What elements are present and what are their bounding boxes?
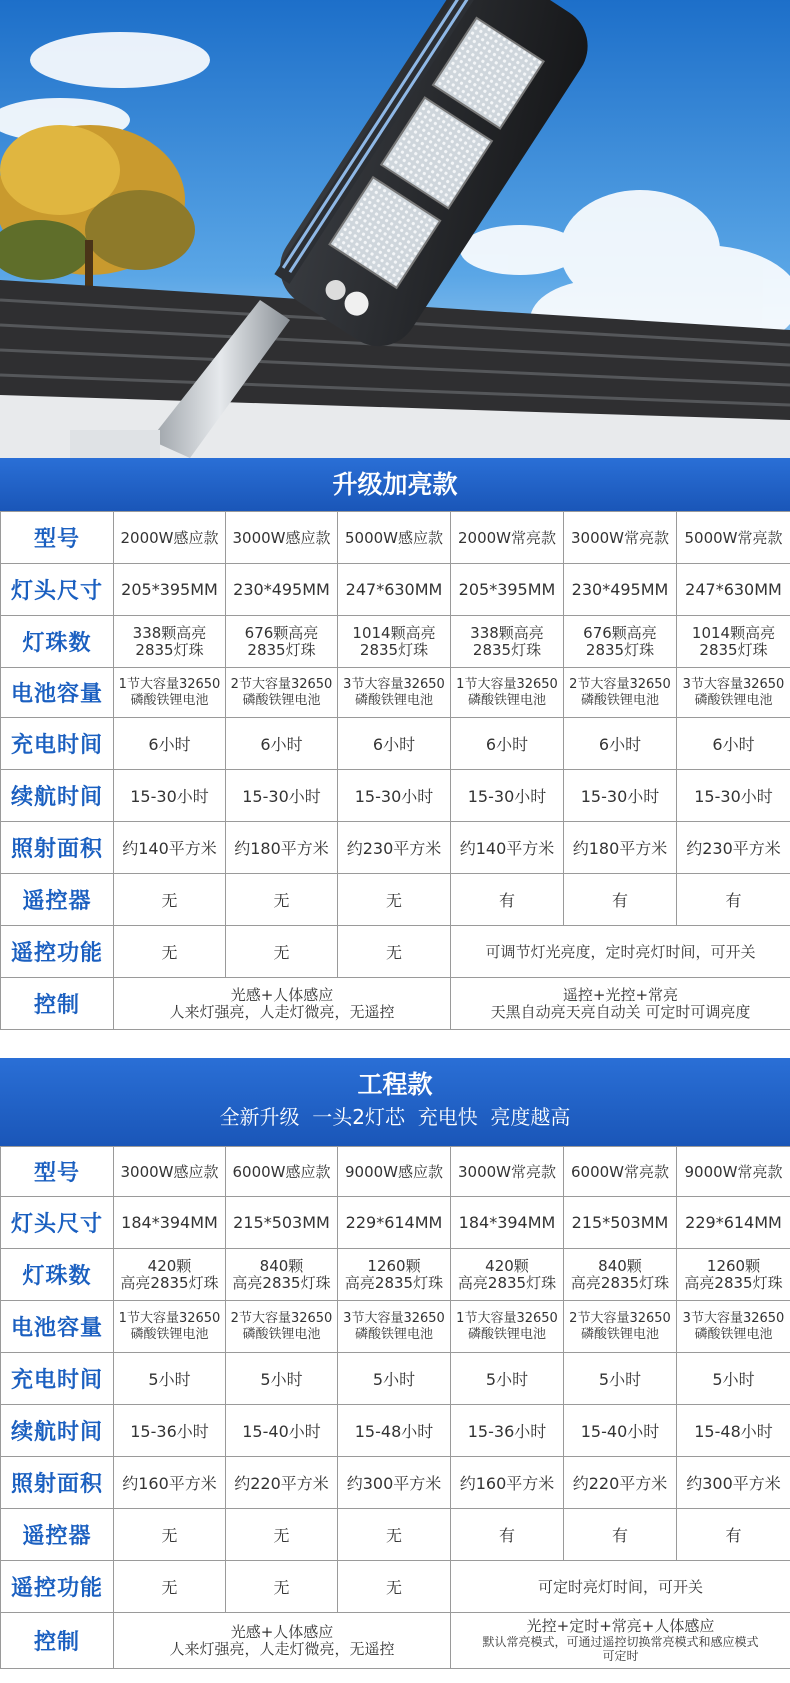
table-cell: 184*394MM [458,1213,556,1232]
table-cell: 230*495MM [571,580,669,599]
table-cell-line: 420颗 [147,1256,192,1275]
table-cell-line: 磷酸铁锂电池 [242,1326,321,1342]
table-cell-line: 840颗 [598,1256,642,1275]
table-cell-line: 3节大容量32650 [343,1310,445,1326]
table-cell-line: 磷酸铁锂电池 [467,692,546,708]
table-cell-line: 天黑自动亮天亮自动关 可定时可调亮度 [490,1002,751,1021]
section2-banner [0,1058,790,1146]
table-cell: 15-48小时 [694,1422,773,1441]
table-cell: 无 [273,943,290,962]
table-cell: 5小时 [372,1370,416,1389]
table-cell: 15-30小时 [467,787,547,806]
table-cell: 约300平方米 [346,1474,442,1493]
table-cell: 5000W感应款 [344,529,443,547]
table-cell-line: 磷酸铁锂电池 [354,692,433,708]
table-cell: 6小时 [712,735,755,754]
table-cell-line: 高亮2835灯珠 [570,1273,670,1292]
table-cell: 15-30小时 [242,787,321,806]
row-label-charge: 充电时间 [1,1353,114,1405]
section1-spec-table [0,511,790,1030]
table-cell: 15-30小时 [354,787,434,806]
table-cell: 2000W感应款 [120,529,219,547]
table-cell: 15-40小时 [580,1422,660,1441]
table-cell: 无 [273,1578,290,1597]
row-label-endurance: 续航时间 [1,770,114,822]
table-cell-line: 2节大容量32650 [230,1310,333,1326]
table-cell: 6小时 [598,735,642,754]
table-cell-merged: 可定时亮灯时间，可开关 [537,1578,703,1596]
row-label-remote-func: 遥控功能 [1,1561,114,1613]
table-cell-merged: 可调节灯光亮度，定时亮灯时间，可开关 [485,943,756,961]
table-cell: 无 [161,891,178,910]
table-cell: 有 [498,891,515,910]
table-cell-line: 光控+定时+常亮+人体感应 [526,1617,715,1635]
table-cell: 15-30小时 [130,787,209,806]
table-cell-line: 高亮2835灯珠 [457,1273,557,1292]
table-cell: 约180平方米 [572,839,668,858]
section1-banner [0,458,790,511]
table-cell-line: 1260颗 [706,1256,761,1275]
table-row [1,564,790,616]
table-cell-line: 磷酸铁锂电池 [130,692,209,708]
table-cell-line: 1节大容量32650 [118,1310,221,1326]
table-row [1,718,790,770]
table-cell: 约160平方米 [459,1474,555,1493]
table-cell: 15-40小时 [242,1422,321,1441]
table-cell: 有 [611,1526,628,1545]
table-cell-line: 1260颗 [367,1256,421,1275]
table-cell: 247*630MM [345,580,443,599]
table-cell: 15-30小时 [580,787,660,806]
table-cell-line: 可定时 [602,1649,639,1663]
table-cell: 229*614MM [345,1213,443,1232]
table-cell-line: 338颗高亮 [132,623,207,642]
table-cell: 6000W常亮款 [570,1163,669,1181]
table-cell: 5小时 [598,1370,642,1389]
table-cell: 有 [611,891,628,910]
table-cell-line: 2835灯珠 [247,640,316,659]
table-cell: 无 [385,891,402,910]
table-cell: 无 [161,1578,178,1597]
table-cell: 3000W感应款 [120,1163,219,1181]
row-label-size: 灯头尺寸 [1,1197,114,1249]
row-label-area: 照射面积 [1,822,114,874]
table-cell-line: 人来灯强亮，人走灯微亮，无遥控 [169,1002,395,1021]
table-cell-line: 高亮2835灯珠 [232,1273,331,1292]
table-cell: 5000W常亮款 [684,529,783,547]
table-cell-line: 1014颗高亮 [691,623,776,642]
table-cell-line: 2节大容量32650 [569,1310,671,1326]
table-row [1,1457,790,1509]
row-label-area: 照射面积 [1,1457,114,1509]
table-cell-line: 1014颗高亮 [352,623,436,642]
table-cell-line: 840颗 [259,1256,304,1275]
table-row [1,1301,790,1353]
table-cell: 15-30小时 [694,787,773,806]
table-cell: 3000W常亮款 [457,1163,556,1181]
table-cell: 无 [385,943,402,962]
table-row [1,822,790,874]
table-cell-line: 磷酸铁锂电池 [694,692,773,708]
row-label-remote: 遥控器 [1,874,114,926]
table-cell-line: 磷酸铁锂电池 [354,1326,433,1342]
table-row [1,1249,790,1301]
row-label-beads: 灯珠数 [1,1249,114,1301]
table-cell: 约140平方米 [459,839,555,858]
table-cell-line: 2835灯珠 [699,640,768,659]
row-label-remote: 遥控器 [1,1509,114,1561]
row-label-model: 型号 [1,512,114,564]
table-cell: 有 [725,1526,742,1545]
table-cell: 3000W常亮款 [570,529,669,547]
table-cell-line: 2835灯珠 [359,640,429,659]
table-cell-line: 1节大容量32650 [456,676,558,692]
row-label-model: 型号 [1,1147,114,1197]
row-label-control: 控制 [1,1613,114,1669]
table-cell-line: 1节大容量32650 [118,676,221,692]
row-label-charge: 充电时间 [1,718,114,770]
row-label-battery: 电池容量 [1,668,114,718]
table-cell-line: 676颗高亮 [244,623,319,642]
table-cell: 205*395MM [121,580,218,599]
table-cell: 15-48小时 [354,1422,434,1441]
table-cell: 无 [385,1578,402,1597]
table-row [1,1353,790,1405]
table-cell-line: 人来灯强亮，人走灯微亮，无遥控 [169,1639,395,1658]
table-cell-line: 676颗高亮 [583,623,657,642]
table-cell: 3000W感应款 [232,529,331,547]
table-cell: 无 [273,891,290,910]
table-cell: 约160平方米 [122,1474,217,1493]
table-cell-line: 1节大容量32650 [456,1310,558,1326]
table-cell-line: 2835灯珠 [585,640,655,659]
table-cell: 247*630MM [685,580,782,599]
table-cell-line: 磷酸铁锂电池 [130,1326,209,1342]
table-row [1,1147,790,1197]
table-cell: 约230平方米 [686,839,781,858]
table-cell-line: 光感+人体感应 [230,1622,334,1641]
table-row [1,874,790,926]
table-row [1,770,790,822]
table-cell: 184*394MM [121,1213,218,1232]
table-cell-line: 光感+人体感应 [230,985,334,1004]
table-cell: 有 [498,1526,515,1545]
table-cell: 15-36小时 [467,1422,547,1441]
section2-spec-table [0,1146,790,1669]
table-cell: 6小时 [372,735,416,754]
table-cell: 9000W感应款 [344,1163,443,1181]
table-row [1,616,790,668]
table-cell-line: 420颗 [485,1256,529,1275]
table-row [1,668,790,718]
table-cell-line: 磷酸铁锂电池 [694,1326,773,1342]
table-cell-line: 磷酸铁锂电池 [580,692,659,708]
table-cell: 215*503MM [571,1213,669,1232]
table-cell: 205*395MM [458,580,556,599]
section2-title: 工程款 [357,1070,433,1099]
table-cell: 约230平方米 [346,839,442,858]
table-row [1,1509,790,1561]
table-cell-line: 338颗高亮 [470,623,544,642]
table-row [1,512,790,564]
product-hero-image [0,0,790,458]
table-cell-line: 磷酸铁锂电池 [242,692,321,708]
row-label-endurance: 续航时间 [1,1405,114,1457]
table-cell: 约220平方米 [572,1474,668,1493]
section1-title: 升级加亮款 [332,470,458,499]
table-cell: 约300平方米 [686,1474,781,1493]
section2-subtitle: 全新升级 一头2灯芯 充电快 亮度越高 [219,1105,571,1129]
row-label-battery: 电池容量 [1,1301,114,1353]
table-row [1,978,790,1030]
table-cell-line: 磷酸铁锂电池 [467,1326,546,1342]
table-cell: 5小时 [712,1370,755,1389]
table-cell-line: 2835灯珠 [472,640,542,659]
row-label-remote-func: 遥控功能 [1,926,114,978]
row-label-control: 控制 [1,978,114,1030]
table-cell: 6小时 [260,735,303,754]
table-cell: 6000W感应款 [232,1163,331,1181]
table-cell-line: 高亮2835灯珠 [120,1273,219,1292]
table-cell: 230*495MM [233,580,330,599]
table-cell-line: 3节大容量32650 [682,676,785,692]
table-cell-line: 3节大容量32650 [343,676,445,692]
table-cell: 5小时 [485,1370,529,1389]
table-cell-line: 高亮2835灯珠 [684,1273,783,1292]
table-cell: 215*503MM [233,1213,330,1232]
table-cell: 6小时 [485,735,529,754]
table-cell-line: 2节大容量32650 [230,676,333,692]
table-cell: 约180平方米 [234,839,329,858]
table-cell: 约140平方米 [122,839,217,858]
table-cell-line: 2节大容量32650 [569,676,671,692]
row-label-beads: 灯珠数 [1,616,114,668]
table-cell-line: 磷酸铁锂电池 [580,1326,659,1342]
table-cell: 6小时 [148,735,191,754]
table-cell: 无 [161,1526,178,1545]
table-row [1,1197,790,1249]
table-row [1,926,790,978]
table-cell: 2000W常亮款 [457,529,556,547]
table-row [1,1561,790,1613]
table-row [1,1613,790,1669]
table-cell: 有 [725,891,742,910]
table-cell: 15-36小时 [130,1422,209,1441]
table-cell: 5小时 [148,1370,191,1389]
table-cell-line: 高亮2835灯珠 [344,1273,444,1292]
table-cell: 无 [385,1526,402,1545]
row-label-size: 灯头尺寸 [1,564,114,616]
table-cell-line: 3节大容量32650 [682,1310,785,1326]
table-cell-line: 遥控+光控+常亮 [562,985,679,1004]
table-cell: 无 [161,943,178,962]
table-cell: 无 [273,1526,290,1545]
table-row [1,1405,790,1457]
table-cell-line: 2835灯珠 [135,640,204,659]
table-cell: 229*614MM [685,1213,782,1232]
table-cell: 5小时 [260,1370,303,1389]
table-cell: 9000W常亮款 [684,1163,783,1181]
table-cell-line: 默认常亮模式，可通过遥控切换常亮模式和感应模式 [482,1635,759,1649]
table-cell: 约220平方米 [234,1474,329,1493]
